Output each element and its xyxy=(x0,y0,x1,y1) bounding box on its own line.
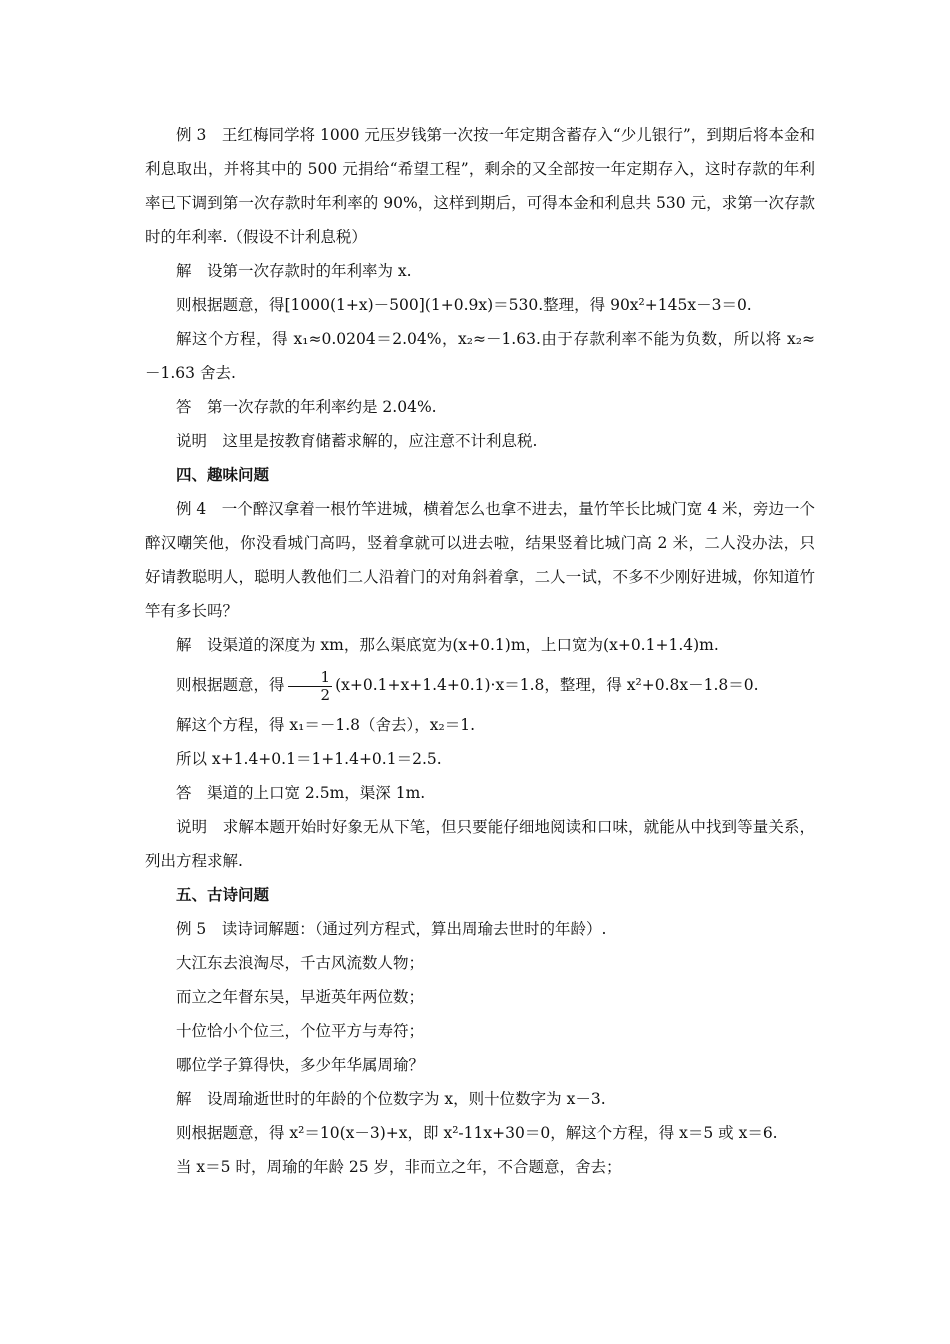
example-3-equation: 则根据题意，得[1000(1+x)－500](1+0.9x)＝530.整理，得 90x²+145x－3＝0. xyxy=(176,296,752,314)
example-4-equation xyxy=(145,662,815,708)
example-5-equation: 则根据题意，得 x²＝10(x－3)+x，即 x²-11x+30＝0，解这个方程，得 x＝5 或 x＝6. xyxy=(176,1124,778,1142)
example-3-problem: 例 3 王红梅同学将 1000 元压岁钱第一次按一年定期含蓄存入“少儿银行”，到期后将本金和利息取出，并将其中的 500 元捐给“希望工程”，剩余的又全部按一年定期存入，这时存款的年利率已下调到第一次存款时年利率的 90%，这样到期后，可得本金和利息共 530 元，求第一次存款时的年利率.（假设不计利息税） xyxy=(145,126,815,246)
poem-line-1: 大江东去浪淘尽，千古风流数人物； xyxy=(176,954,425,972)
example-4-substitution: 所以 x+1.4+0.1＝1+1.4+0.1＝2.5. xyxy=(176,750,442,768)
example-5-check: 当 x＝5 时，周瑜的年龄 25 岁，非而立之年，不合题意，舍去； xyxy=(176,1158,622,1176)
example-5-solution-setup: 解 设周瑜逝世时的年龄的个位数字为 x，则十位数字为 x－3. xyxy=(176,1090,606,1108)
section-4-heading: 四、趣味问题 xyxy=(176,465,270,484)
poem-line-4: 哪位学子算得快，多少年华属周瑜？ xyxy=(176,1056,425,1074)
fraction-denominator: 2 xyxy=(320,685,331,704)
poem-line-2: 而立之年督东吴，早逝英年两位数； xyxy=(176,988,425,1006)
example-3-roots: 解这个方程，得 x₁≈0.0204＝2.04%，x₂≈－1.63.由于存款利率不能为负数，所以将 x₂≈－1.63 舍去. xyxy=(145,330,815,382)
example-3-note: 说明 这里是按教育储蓄求解的，应注意不计利息税. xyxy=(176,432,538,450)
example-3-solution-setup: 解 设第一次存款时的年利率为 x. xyxy=(176,262,412,280)
example-4-equation-suffix: (x+0.1+x+1.4+0.1)·x＝1.8，整理，得 x²+0.8x－1.8＝0. xyxy=(335,676,759,694)
example-4-equation-prefix: 则根据题意，得 xyxy=(176,676,285,694)
example-4-note: 说明 求解本题开始时好象无从下笔，但只要能仔细地阅读和口味，就能从中找到等量关系，列出方程求解. xyxy=(145,818,815,870)
document-body xyxy=(145,118,815,1184)
poem-line-3: 十位恰小个位三，个位平方与寿符； xyxy=(176,1022,425,1040)
fraction-one-half xyxy=(288,669,333,704)
example-4-problem: 例 4 一个醉汉拿着一根竹竿进城，横着怎么也拿不进去，量竹竿长比城门宽 4 米，旁边一个醉汉嘲笑他，你没看城门高吗，竖着拿就可以进去啦，结果竖着比城门高 2 米，二人没办法，只好请教聪明人，聪明人教他们二人沿着门的对角斜着拿，二人一试，不多不少刚好进城，你知道竹竿有多长吗？ xyxy=(145,500,816,620)
example-4-roots: 解这个方程，得 x₁＝－1.8（舍去），x₂＝1. xyxy=(176,716,476,734)
example-5-problem: 例 5 读诗词解题：（通过列方程式，算出周瑜去世时的年龄）. xyxy=(176,920,607,938)
section-5-heading: 五、古诗问题 xyxy=(176,885,270,904)
example-4-answer: 答 渠道的上口宽 2.5m，渠深 1m. xyxy=(176,784,426,802)
fraction-numerator: 1 xyxy=(288,669,333,687)
example-3-answer: 答 第一次存款的年利率约是 2.04%. xyxy=(176,398,437,416)
example-4-solution-setup: 解 设渠道的深度为 xm，那么渠底宽为(x+0.1)m，上口宽为(x+0.1+1.4)m. xyxy=(176,636,719,654)
